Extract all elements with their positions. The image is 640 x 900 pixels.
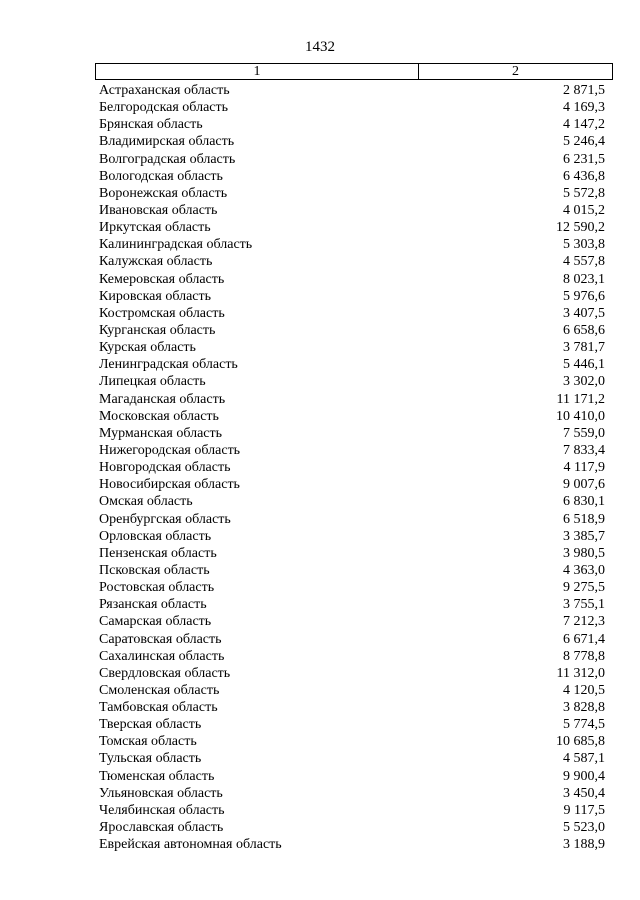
region-value: 7 559,0 [563, 425, 605, 441]
region-value: 6 658,6 [563, 322, 605, 338]
region-value: 8 778,8 [563, 648, 605, 664]
region-value: 9 007,6 [563, 477, 605, 493]
region-value: 9 900,4 [563, 768, 605, 784]
region-name: Челябинская область [99, 802, 225, 818]
table-row [99, 579, 605, 596]
table-row [99, 665, 605, 682]
region-name: Волгоградская область [99, 151, 236, 167]
region-name: Оренбургская область [99, 511, 231, 527]
table-row [99, 476, 605, 493]
table-body [99, 82, 605, 853]
column-header-1: 1 [96, 64, 419, 79]
table-row [99, 750, 605, 767]
table-row [99, 408, 605, 425]
table-row [99, 219, 605, 236]
table-row [99, 185, 605, 202]
region-name: Тульская область [99, 751, 202, 767]
region-value: 12 590,2 [556, 220, 605, 236]
region-value: 9 117,5 [563, 802, 605, 818]
region-value: 7 212,3 [563, 614, 605, 630]
region-name: Ростовская область [99, 580, 215, 596]
table-row [99, 425, 605, 442]
region-value: 3 755,1 [563, 597, 605, 613]
region-value: 5 303,8 [563, 237, 605, 253]
table-row [99, 82, 605, 99]
table-row [99, 648, 605, 665]
region-name: Свердловская область [99, 665, 231, 681]
region-name: Московская область [99, 408, 219, 424]
table-row [99, 682, 605, 699]
region-name: Магаданская область [99, 391, 226, 407]
region-name: Пензенская область [99, 545, 217, 561]
region-value: 3 407,5 [563, 305, 605, 321]
region-value: 10 410,0 [556, 408, 605, 424]
table-row [99, 699, 605, 716]
region-name: Кировская область [99, 288, 212, 304]
region-value: 3 188,9 [563, 837, 605, 853]
table-row [99, 271, 605, 288]
region-name: Кемеровская область [99, 271, 225, 287]
region-value: 2 871,5 [563, 83, 605, 98]
region-value: 5 246,4 [563, 134, 605, 150]
region-name: Астраханская область [99, 83, 230, 98]
region-value: 4 147,2 [563, 117, 605, 133]
region-name: Орловская область [99, 528, 212, 544]
table-row [99, 442, 605, 459]
region-value: 4 557,8 [563, 254, 605, 270]
region-name: Белгородская область [99, 100, 229, 116]
region-name: Курганская область [99, 322, 216, 338]
region-name: Ленинградская область [99, 357, 238, 373]
table-row [99, 373, 605, 390]
table-row [99, 133, 605, 150]
region-value: 4 169,3 [563, 100, 605, 116]
region-name: Тверская область [99, 717, 202, 733]
region-value: 11 312,0 [556, 665, 605, 681]
region-value: 10 685,8 [556, 734, 605, 750]
region-name: Воронежская область [99, 185, 228, 201]
region-name: Калининградская область [99, 237, 253, 253]
table-row [99, 511, 605, 528]
region-value: 5 572,8 [563, 185, 605, 201]
region-name: Саратовская область [99, 631, 222, 647]
table-row [99, 528, 605, 545]
table-row [99, 151, 605, 168]
table-row [99, 631, 605, 648]
table-row [99, 356, 605, 373]
region-name: Калужская область [99, 254, 213, 270]
table-row [99, 562, 605, 579]
table-row [99, 836, 605, 853]
region-name: Иркутская область [99, 220, 211, 236]
region-name: Костромская область [99, 305, 225, 321]
region-value: 5 774,5 [563, 717, 605, 733]
region-value: 4 363,0 [563, 562, 605, 578]
column-header-2: 2 [512, 64, 519, 79]
region-value: 11 171,2 [556, 391, 605, 407]
table-row [99, 202, 605, 219]
region-value: 5 523,0 [563, 820, 605, 836]
table-row [99, 596, 605, 613]
region-name: Новгородская область [99, 460, 231, 476]
region-name: Ярославская область [99, 820, 224, 836]
region-value: 3 980,5 [563, 545, 605, 561]
region-value: 4 015,2 [563, 202, 605, 218]
region-value: 4 117,9 [563, 460, 605, 476]
table-header [95, 63, 613, 80]
table-row [99, 322, 605, 339]
table-row [99, 802, 605, 819]
table-row [99, 733, 605, 750]
table-row [99, 819, 605, 836]
table-row [99, 391, 605, 408]
region-value: 6 436,8 [563, 168, 605, 184]
region-value: 5 446,1 [563, 357, 605, 373]
region-value: 3 302,0 [563, 374, 605, 390]
region-name: Курская область [99, 340, 196, 356]
table-row [99, 339, 605, 356]
region-value: 3 385,7 [563, 528, 605, 544]
region-name: Томская область [99, 734, 197, 750]
region-value: 6 231,5 [563, 151, 605, 167]
region-value: 3 781,7 [563, 340, 605, 356]
region-name: Самарская область [99, 614, 212, 630]
page-number: 1432 [305, 39, 335, 55]
region-value: 3 828,8 [563, 700, 605, 716]
region-value: 3 450,4 [563, 785, 605, 801]
region-name: Вологодская область [99, 168, 223, 184]
table-row [99, 168, 605, 185]
region-value: 5 976,6 [563, 288, 605, 304]
region-value: 6 830,1 [563, 494, 605, 510]
region-name: Мурманская область [99, 425, 223, 441]
table-row [99, 236, 605, 253]
region-value: 9 275,5 [563, 580, 605, 596]
region-name: Ульяновская область [99, 785, 223, 801]
table-row [99, 613, 605, 630]
table-row [99, 545, 605, 562]
region-name: Сахалинская область [99, 648, 225, 664]
region-name: Смоленская область [99, 682, 220, 698]
table-row [99, 716, 605, 733]
region-value: 6 671,4 [563, 631, 605, 647]
table-row [99, 493, 605, 510]
region-value: 8 023,1 [563, 271, 605, 287]
region-value: 6 518,9 [563, 511, 605, 527]
region-name: Тамбовская область [99, 700, 218, 716]
region-value: 7 833,4 [563, 442, 605, 458]
region-name: Омская область [99, 494, 193, 510]
table-row [99, 99, 605, 116]
region-name: Ивановская область [99, 202, 218, 218]
region-name: Псковская область [99, 562, 210, 578]
table-row [99, 459, 605, 476]
table-row [99, 288, 605, 305]
region-name: Новосибирская область [99, 477, 240, 493]
region-name: Брянская область [99, 117, 203, 133]
region-name: Липецкая область [99, 374, 206, 390]
region-name: Тюменская область [99, 768, 215, 784]
region-name: Рязанская область [99, 597, 207, 613]
region-name: Нижегородская область [99, 442, 241, 458]
region-name: Владимирская область [99, 134, 235, 150]
table-row [99, 768, 605, 785]
table-row [99, 305, 605, 322]
region-name: Еврейская автономная область [99, 837, 282, 853]
table-row [99, 785, 605, 802]
region-value: 4 120,5 [563, 682, 605, 698]
table-row [99, 253, 605, 270]
table-row [99, 116, 605, 133]
region-value: 4 587,1 [563, 751, 605, 767]
